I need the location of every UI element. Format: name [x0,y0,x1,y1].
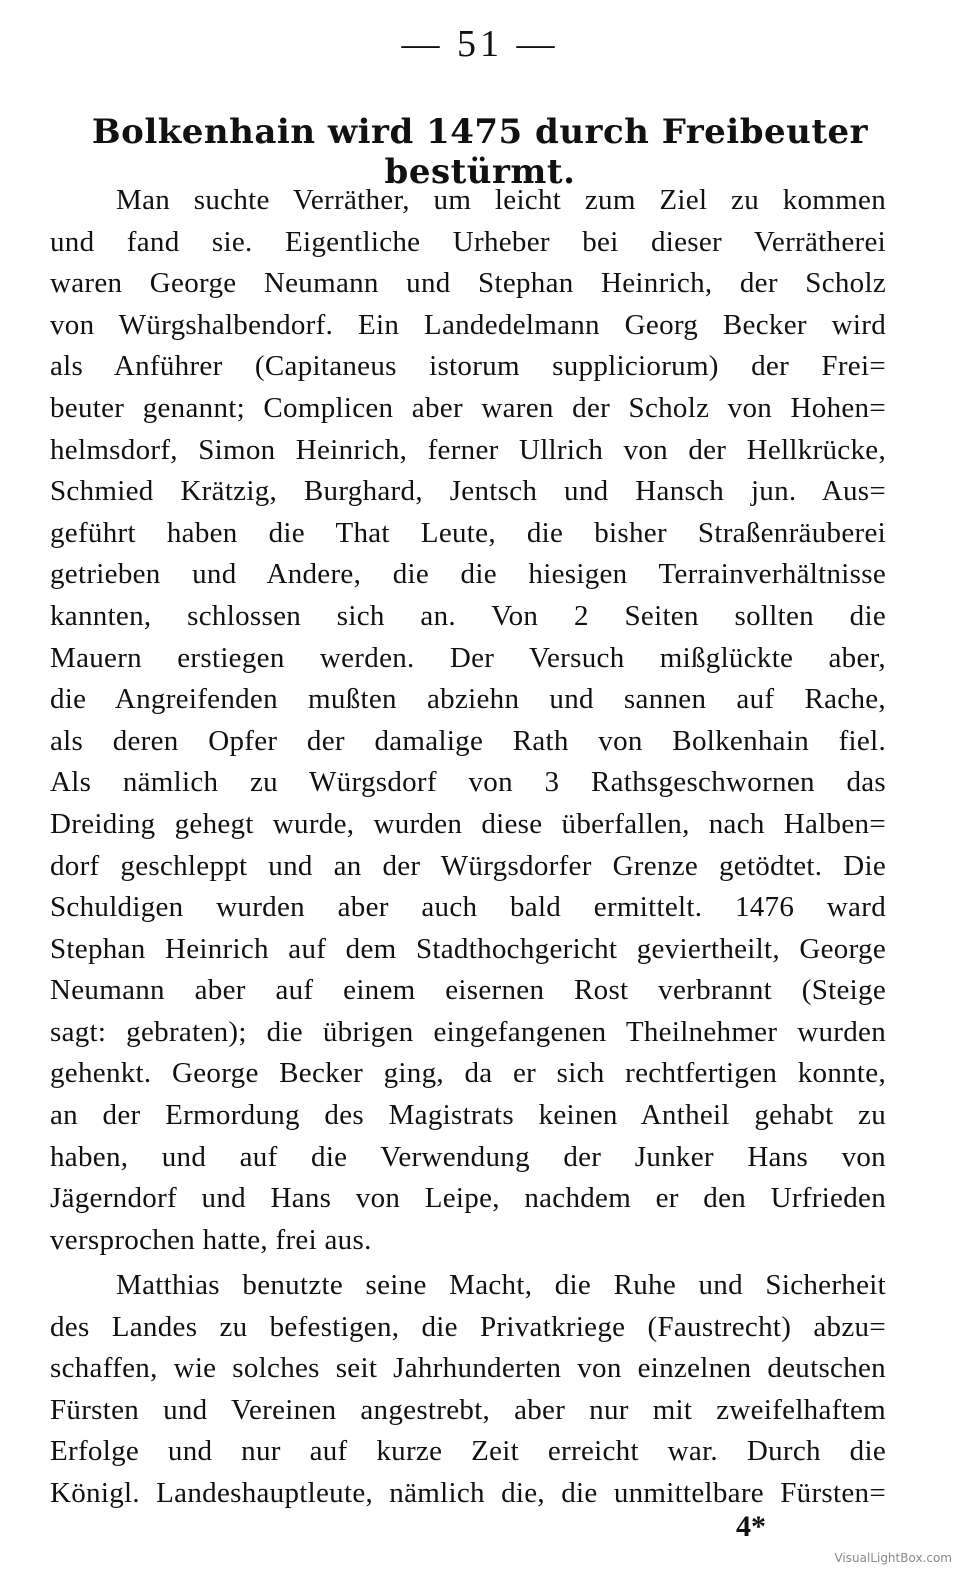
watermark: VisualLightBox.com [834,1551,952,1565]
text-line: Man suchte Verräther, um leicht zum Ziel zu kommen [116,184,886,216]
text-line: Königl. Landeshauptleute, nämlich die, die unmittelbare Fürsten= [50,1476,886,1509]
text-line: versprochen hatte, frei aus. [50,1223,372,1256]
text-line: sagt: gebraten); die übrigen eingefangenen Theilnehmer wurden [50,1015,886,1048]
text-line: als deren Opfer der damalige Rath von Bolkenhain fiel. [50,724,886,757]
text-line: Schuldigen wurden aber auch bald ermittelt. 1476 ward [50,891,886,924]
paragraph-1 [50,180,886,1261]
text-line: Als nämlich zu Würgsdorf von 3 Rathsgeschwornen das [50,766,886,799]
text-line: beuter genannt; Complicen aber waren der Scholz von Hohen= [50,391,886,424]
text-line: Dreiding gehegt wurde, wurden diese überfallen, nach Halben= [50,807,886,840]
signature-mark: 4* [736,1510,766,1543]
text-line: Fürsten und Vereinen angestrebt, aber nur mit zweifelhaftem [50,1393,886,1426]
text-line: waren George Neumann und Stephan Heinrich, der Scholz [50,267,886,300]
text-line: schaffen, wie solches seit Jahrhunderten von einzelnen deutschen [50,1352,886,1385]
text-line: Jägerndorf und Hans von Leipe, nachdem er den Urfrieden [50,1182,886,1215]
text-line: getrieben und Andere, die die hiesigen Terrainverhältnisse [50,558,886,591]
text-line: helmsdorf, Simon Heinrich, ferner Ullrich von der Hellkrücke, [50,433,886,466]
text-line: Matthias benutzte seine Macht, die Ruhe und Sicherheit [116,1269,886,1301]
text-line: Neumann aber auf einem eisernen Rost verbrannt (Steige [50,974,886,1007]
text-line: geführt haben die That Leute, die bisher Straßenräuberei [50,516,886,549]
text-line: von Würgshalbendorf. Ein Landedelmann Georg Becker wird [50,308,886,341]
chapter-title: Bolkenhain wird 1475 durch Freibeuter bestürmt. [91,112,869,192]
text-line: des Landes zu befestigen, die Privatkriege (Faustrecht) abzu= [50,1310,886,1343]
text-line: die Angreifenden mußten abziehn und sannen auf Rache, [50,683,886,716]
text-line: Schmied Krätzig, Burghard, Jentsch und Hansch jun. Aus= [50,475,886,508]
text-line: Mauern erstiegen werden. Der Versuch mißglückte aber, [50,641,886,674]
text-line: als Anführer (Capitaneus istorum suppliciorum) der Frei= [50,350,886,383]
text-line: an der Ermordung des Magistrats keinen Antheil gehabt zu [50,1099,886,1132]
text-line: kannten, schlossen sich an. Von 2 Seiten sollten die [50,599,886,632]
page-number: — 51 — [401,23,559,65]
text-line: Erfolge und nur auf kurze Zeit erreicht war. Durch die [50,1435,886,1468]
text-line: gehenkt. George Becker ging, da er sich rechtfertigen konnte, [50,1057,886,1090]
paragraph-2 [50,1265,886,1515]
text-line: dorf geschleppt und an der Würgsdorfer Grenze getödtet. Die [50,849,886,882]
text-line: Stephan Heinrich auf dem Stadthochgericht geviertheilt, George [50,932,886,965]
text-line: und fand sie. Eigentliche Urheber bei dieser Verrätherei [50,225,886,258]
text-line: haben, und auf die Verwendung der Junker Hans von [50,1140,886,1173]
